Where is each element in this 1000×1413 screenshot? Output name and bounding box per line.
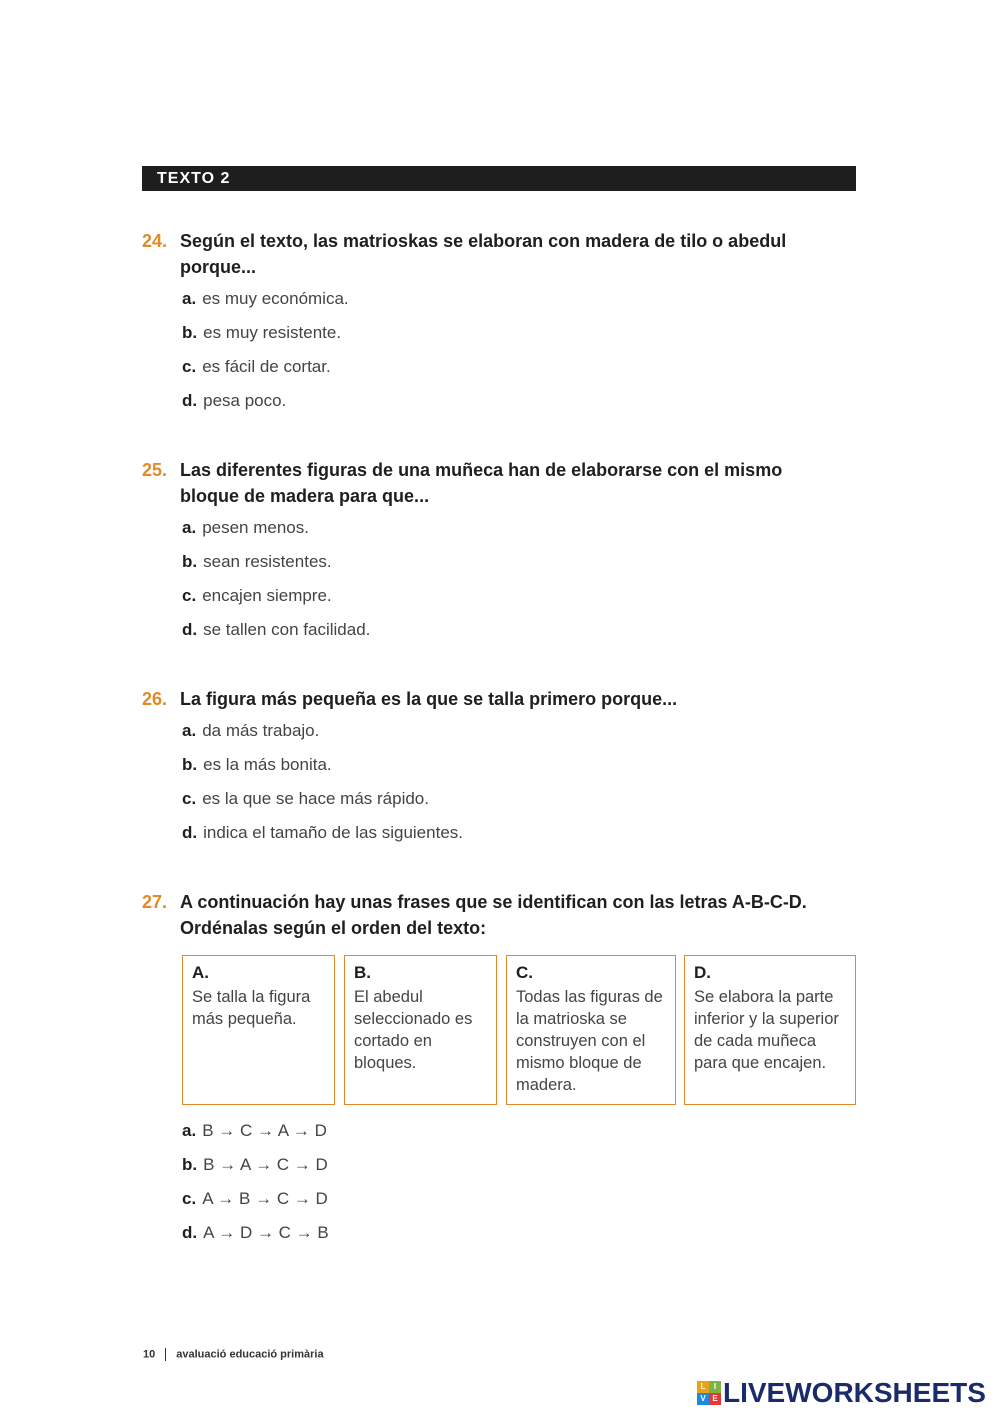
option-a[interactable] (182, 1121, 872, 1141)
question-number: 24. (142, 231, 168, 251)
option-letter: a. (182, 518, 197, 537)
liveworksheets-logo (697, 1378, 986, 1408)
sentence-box-b (344, 955, 497, 1105)
answer-options (142, 518, 872, 640)
sentence-box-a (182, 955, 335, 1105)
option-d[interactable] (182, 620, 872, 640)
box-letter: B. (354, 963, 371, 982)
option-text: da más trabajo. (202, 721, 320, 740)
question-text-line1: Las diferentes figuras de una muñeca han de elaborarse con el mismo (180, 460, 783, 480)
question-text-line2: porque... (180, 257, 256, 277)
option-text: A → D → C → B (203, 1223, 329, 1242)
question-27-options (142, 1121, 872, 1257)
option-text: se tallen con facilidad. (203, 620, 371, 639)
option-letter: b. (182, 323, 198, 342)
option-text: encajen siempre. (202, 586, 332, 605)
logo-tile: E (709, 1393, 721, 1405)
answer-options (142, 1121, 872, 1243)
sentence-box-c (506, 955, 676, 1105)
question-text-line2: bloque de madera para que... (180, 486, 430, 506)
question-24 (142, 228, 872, 425)
option-d[interactable] (182, 391, 872, 411)
box-letter: C. (516, 963, 533, 982)
logo-tile: I (709, 1381, 721, 1393)
option-c[interactable] (182, 586, 872, 606)
option-text: B → C → A → D (202, 1121, 327, 1140)
box-letter: A. (192, 963, 209, 982)
box-text: Se elabora la parte inferior y la superior de cada muñeca para que encajen. (694, 988, 839, 1072)
publication-name: avaluació educació primària (176, 1348, 324, 1361)
option-letter: d. (182, 1223, 198, 1242)
brand-text: LIVEWORKSHEETS (723, 1377, 986, 1408)
option-letter: c. (182, 357, 197, 376)
question-text-line2: Ordénalas según el orden del texto: (180, 918, 487, 938)
question-prompt (142, 889, 872, 941)
option-a[interactable] (182, 518, 872, 538)
option-letter: a. (182, 721, 197, 740)
question-25 (142, 457, 872, 654)
box-text: El abedul seleccionado es cortado en bloques. (354, 988, 473, 1072)
option-letter: c. (182, 789, 197, 808)
sentence-box-d (684, 955, 856, 1105)
option-text: pesen menos. (202, 518, 309, 537)
option-text: indica el tamaño de las siguientes. (203, 823, 463, 842)
option-text: pesa poco. (203, 391, 287, 410)
question-number: 26. (142, 689, 168, 709)
option-b[interactable] (182, 1155, 872, 1175)
option-letter: d. (182, 823, 198, 842)
question-26 (142, 686, 872, 857)
option-text: es la más bonita. (203, 755, 332, 774)
option-text: A → B → C → D (202, 1189, 328, 1208)
option-b[interactable] (182, 323, 872, 343)
box-text: Se talla la figura más pequeña. (192, 988, 311, 1028)
box-letter: D. (694, 963, 711, 982)
option-letter: b. (182, 1155, 198, 1174)
option-letter: c. (182, 586, 197, 605)
option-letter: b. (182, 755, 198, 774)
option-text: es la que se hace más rápido. (202, 789, 429, 808)
question-prompt (142, 228, 872, 280)
option-text: es fácil de cortar. (202, 357, 331, 376)
answer-options (142, 721, 872, 843)
question-prompt (142, 686, 872, 712)
option-c[interactable] (182, 789, 872, 809)
footer-divider (165, 1348, 166, 1361)
option-a[interactable] (182, 721, 872, 741)
box-text: Todas las figuras de la matrioska se construyen con el mismo bloque de madera. (516, 988, 663, 1094)
question-text-line1: La figura más pequeña es la que se talla primero porque... (180, 689, 678, 709)
page-number: 10 (143, 1348, 156, 1361)
option-letter: c. (182, 1189, 197, 1208)
option-a[interactable] (182, 289, 872, 309)
option-b[interactable] (182, 552, 872, 572)
option-letter: d. (182, 391, 198, 410)
question-number: 27. (142, 892, 168, 912)
question-text-line1: Según el texto, las matrioskas se elaboran con madera de tilo o abedul (180, 231, 787, 251)
option-c[interactable] (182, 1189, 872, 1209)
option-d[interactable] (182, 1223, 872, 1243)
option-letter: a. (182, 1121, 197, 1140)
answer-options (142, 289, 872, 411)
logo-tile: V (697, 1393, 709, 1405)
option-text: sean resistentes. (203, 552, 332, 571)
option-c[interactable] (182, 357, 872, 377)
option-letter: d. (182, 620, 198, 639)
brand-icon (697, 1381, 721, 1405)
option-d[interactable] (182, 823, 872, 843)
option-text: es muy económica. (202, 289, 349, 308)
question-number: 25. (142, 460, 168, 480)
question-text-line1: A continuación hay unas frases que se identifican con las letras A-B-C-D. (180, 892, 807, 912)
option-letter: b. (182, 552, 198, 571)
question-27 (142, 889, 872, 941)
option-b[interactable] (182, 755, 872, 775)
section-header: TEXTO 2 (142, 166, 856, 191)
option-text: es muy resistente. (203, 323, 342, 342)
option-letter: a. (182, 289, 197, 308)
logo-tile: L (697, 1381, 709, 1393)
page-footer (143, 1348, 324, 1361)
question-prompt (142, 457, 872, 509)
option-text: B → A → C → D (203, 1155, 328, 1174)
